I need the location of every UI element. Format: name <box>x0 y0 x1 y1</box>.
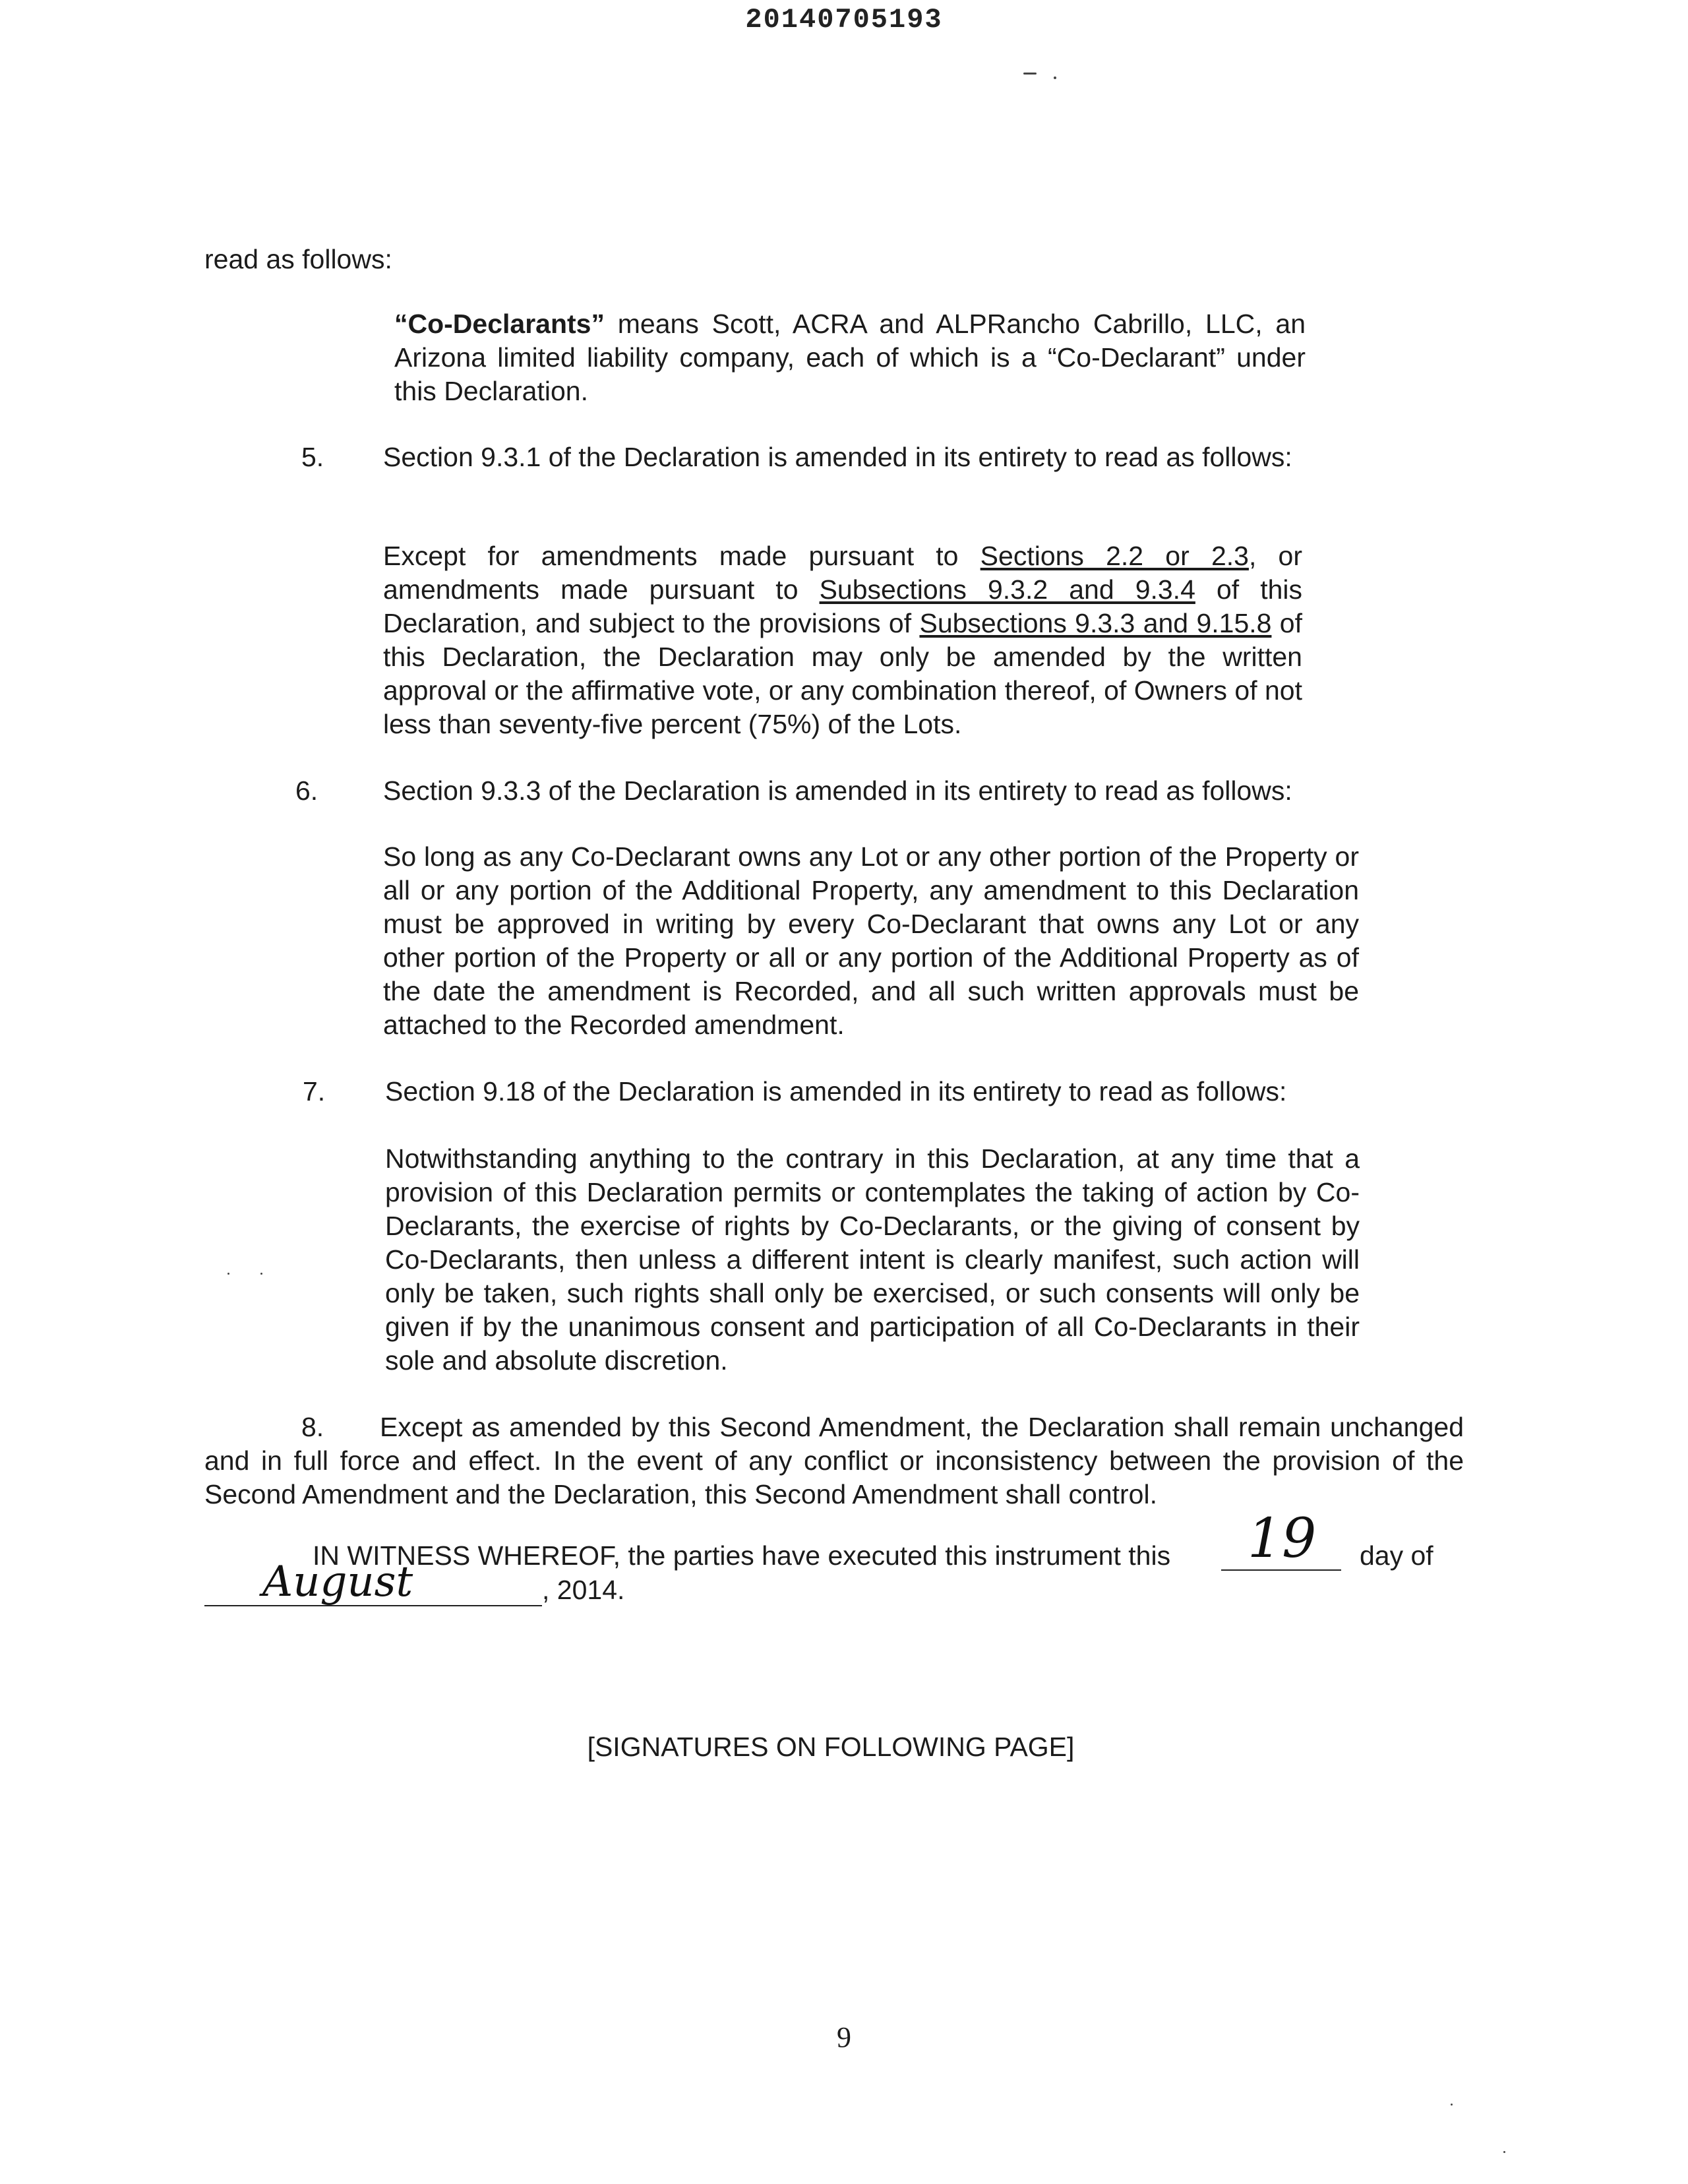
handwritten-day: 19 <box>1248 1507 1317 1570</box>
section-6-number: 6. <box>295 775 318 806</box>
section-7-heading: Section 9.18 of the Declaration is amended in its entirety to read as follows: <box>385 1076 1287 1107</box>
day-of-label: day of <box>1360 1540 1433 1571</box>
page-number: 9 <box>837 2021 851 2053</box>
handwritten-month: August <box>262 1558 413 1606</box>
scan-speck <box>227 1273 229 1275</box>
definition-co-declarants <box>394 307 1306 408</box>
year-label: , 2014. <box>542 1575 625 1605</box>
definition-text: means Scott, ACRA and ALPRancho Cabrillo, LLC, an Arizona limited liability company, each of which is a “Co-Declarant” under this Declaration. <box>394 309 1306 406</box>
section-5-body-part2: , or amendments made pursuant to <box>383 541 1302 605</box>
section-5-heading: Section 9.3.1 of the Declaration is amended in its entirety to read as follows: <box>383 442 1292 472</box>
scan-speck <box>1503 2151 1505 2153</box>
section-5-body-part1: Except for amendments made pursuant to <box>383 541 980 571</box>
section-8-body: Except as amended by this Second Amendment, the Declaration shall remain unchanged and in full force and effect. In the event of any conflict or inconsistency between the provision of the Second Amendment and the Declaration, this Second Amendment shall control. <box>204 1412 1464 1509</box>
section-5-link-subsections-b: Subsections 9.3.3 and 9.15.8 <box>919 608 1272 638</box>
scan-speck <box>1451 2104 1453 2106</box>
section-6-heading: Section 9.3.3 of the Declaration is amended in its entirety to read as follows: <box>383 775 1292 806</box>
scan-speck <box>1023 73 1037 75</box>
section-5-link-subsections-a: Subsections 9.3.2 and 9.3.4 <box>819 574 1195 605</box>
section-7-body: Notwithstanding anything to the contrary in this Declaration, at any time that a provision of this Declaration permits or contemplates the taking of action by Co-Declarants, the exercise of rights by Co-Declarants, or the giving of consent by Co-Declarants, then unless a different intent is clearly manifest, such action will only be taken, such rights shall only be exercised, or such consents will only be given if by the unanimous consent and participation of all Co-Declarants in their sole and absolute discretion. <box>385 1143 1360 1376</box>
section-5-link-sections: Sections 2.2 or 2.3 <box>980 541 1249 571</box>
section-5-body-part4: of this Declaration, the Declaration may only be amended by the written approval or the affirmative vote, or any combination thereof, of Owners of not less than seventy-five percent (75%) of the Lots. <box>383 608 1302 739</box>
section-8-number: 8. <box>301 1412 324 1442</box>
section-5-body <box>383 539 1302 741</box>
witness-text: IN WITNESS WHEREOF, the parties have executed this instrument this <box>313 1540 1171 1571</box>
section-6-body: So long as any Co-Declarant owns any Lot or any other portion of the Property or all or any portion of the Additional Property, any amendment to this Declaration must be approved in writing by every Co-Declarant that owns any Lot or any other portion of the Property or all or any portion of the Additional Property as of the date the amendment is Recorded, and all such written approvals must be attached to the Recorded amendment. <box>383 841 1359 1040</box>
definition-term: “Co-Declarants” <box>394 309 605 339</box>
read-as-follows: read as follows: <box>204 244 392 274</box>
section-7-number: 7. <box>303 1076 326 1107</box>
section-5-body-part3: of this Declaration, and subject to the provisions of <box>383 574 1303 638</box>
scan-speck <box>260 1273 262 1275</box>
signatures-note: [SIGNATURES ON FOLLOWING PAGE] <box>587 1732 1075 1762</box>
scan-speck <box>1054 76 1056 79</box>
section-5-number: 5. <box>301 442 324 472</box>
document-number: 20140705193 <box>745 4 943 36</box>
